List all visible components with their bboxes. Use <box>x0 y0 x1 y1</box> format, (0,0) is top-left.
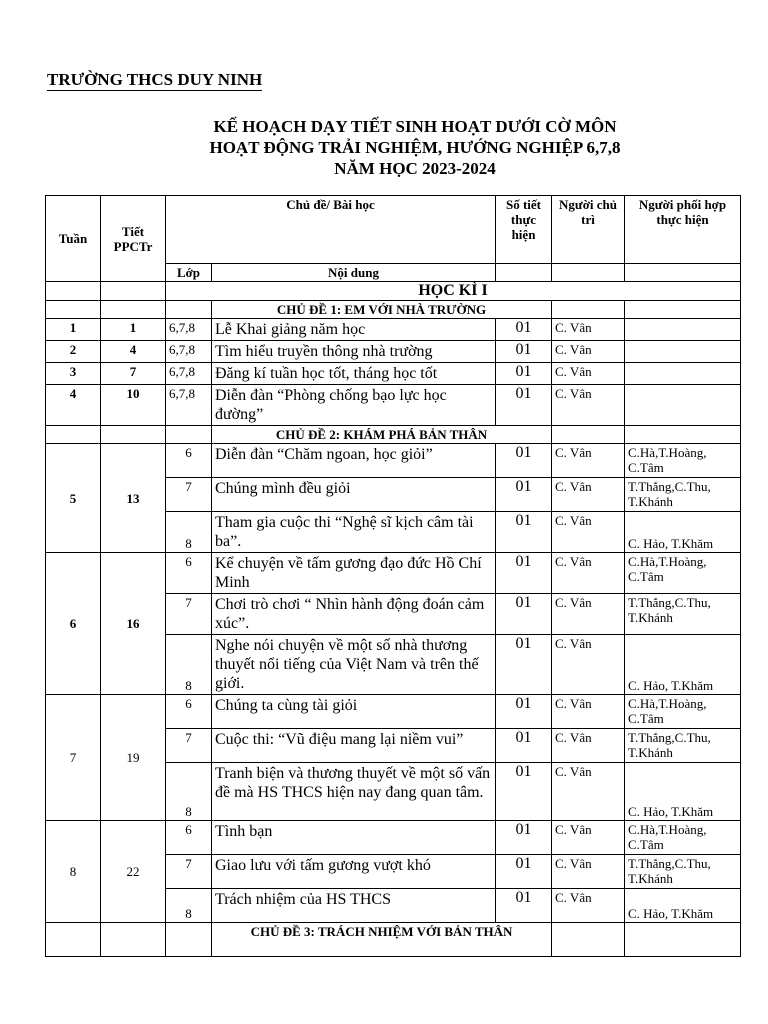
cell-noidung: Nghe nói chuyện về một số nhà thương thuyết nổi tiếng của Việt Nam và trên thế giới. <box>212 635 496 695</box>
cell-noidung: Chơi trò chơi “ Nhìn hành động đoán cảm xúc”. <box>212 594 496 635</box>
cell-tiet: 1 <box>101 319 166 341</box>
cell-lop: 6,7,8 <box>166 341 212 363</box>
topic-2-heading: CHỦ ĐỀ 2: KHÁM PHÁ BẢN THÂN <box>212 426 552 444</box>
topic-row <box>46 923 741 957</box>
cell-noidung: Kể chuyện về tấm gương đạo đức Hồ Chí Minh <box>212 553 496 594</box>
cell-chu-tri: C. Vân <box>552 821 625 855</box>
cell-tuan: 7 <box>46 695 101 821</box>
cell-so-tiet: 01 <box>496 478 552 512</box>
cell-chu-tri: C. Vân <box>552 319 625 341</box>
cell-chu-tri: C. Vân <box>552 478 625 512</box>
header-chu-tri: Người chủ trì <box>552 196 625 264</box>
table-row <box>46 363 741 385</box>
cell-so-tiet: 01 <box>496 444 552 478</box>
title-line-2: HOẠT ĐỘNG TRẢI NGHIỆM, HƯỚNG NGHIỆP 6,7,8 <box>209 138 621 157</box>
cell-tiet: 13 <box>101 444 166 553</box>
cell-tiet: 19 <box>101 695 166 821</box>
cell-lop: 8 <box>166 512 212 553</box>
cell-noidung: Đăng kí tuần học tốt, tháng học tốt <box>212 363 496 385</box>
cell-chu-tri: C. Vân <box>552 594 625 635</box>
cell-so-tiet: 01 <box>496 594 552 635</box>
cell-phoi-hop: C.Hà,T.Hoàng, C.Tâm <box>625 553 741 594</box>
cell-chu-tri: C. Vân <box>552 385 625 426</box>
cell-so-tiet: 01 <box>496 341 552 363</box>
cell-so-tiet: 01 <box>496 763 552 821</box>
cell-noidung: Diễn đàn “Phòng chống bạo lực học đường” <box>212 385 496 426</box>
cell-tuan: 1 <box>46 319 101 341</box>
cell-chu-tri: C. Vân <box>552 763 625 821</box>
cell-phoi-hop <box>625 319 741 341</box>
header-lop: Lớp <box>166 264 212 282</box>
cell-so-tiet: 01 <box>496 729 552 763</box>
cell-lop: 8 <box>166 635 212 695</box>
cell-phoi-hop: T.Thắng,C.Thu, T.Khánh <box>625 478 741 512</box>
cell-tuan: 2 <box>46 341 101 363</box>
cell-chu-tri: C. Vân <box>552 635 625 695</box>
cell-lop: 7 <box>166 729 212 763</box>
cell-tiet: 22 <box>101 821 166 923</box>
cell-so-tiet: 01 <box>496 363 552 385</box>
cell-tiet: 4 <box>101 341 166 363</box>
cell-tuan: 5 <box>46 444 101 553</box>
cell-lop: 7 <box>166 594 212 635</box>
cell-tuan: 8 <box>46 821 101 923</box>
cell-lop: 8 <box>166 889 212 923</box>
cell-lop: 7 <box>166 478 212 512</box>
cell-chu-tri: C. Vân <box>552 363 625 385</box>
cell-noidung: Tham gia cuộc thi “Nghệ sĩ kịch câm tài ba”. <box>212 512 496 553</box>
cell-phoi-hop: C. Hảo, T.Khăm <box>625 763 741 821</box>
cell-phoi-hop: T.Thắng,C.Thu, T.Khánh <box>625 729 741 763</box>
cell-so-tiet: 01 <box>496 385 552 426</box>
cell-noidung: Tranh biện và thương thuyết về một số vấn đề mà HS THCS hiện nay đang quan tâm. <box>212 763 496 821</box>
cell-lop: 6 <box>166 553 212 594</box>
header-chude: Chủ đề/ Bài học <box>166 196 496 264</box>
cell-so-tiet: 01 <box>496 319 552 341</box>
table-row <box>46 341 741 363</box>
cell-so-tiet: 01 <box>496 553 552 594</box>
school-name: TRƯỜNG THCS DUY NINH <box>47 70 263 89</box>
table-row <box>46 695 741 729</box>
table-row <box>46 444 741 478</box>
cell-lop: 6 <box>166 695 212 729</box>
cell-chu-tri: C. Vân <box>552 695 625 729</box>
document-title <box>0 116 768 179</box>
cell-phoi-hop: C.Hà,T.Hoàng, C.Tâm <box>625 444 741 478</box>
header-phoi-hop: Người phối hợp thực hiện <box>625 196 741 264</box>
cell-so-tiet: 01 <box>496 889 552 923</box>
header-tuan: Tuần <box>46 196 101 282</box>
cell-lop: 8 <box>166 763 212 821</box>
cell-tuan: 4 <box>46 385 101 426</box>
cell-so-tiet: 01 <box>496 855 552 889</box>
cell-lop: 6 <box>166 821 212 855</box>
cell-lop: 6,7,8 <box>166 319 212 341</box>
cell-chu-tri: C. Vân <box>552 512 625 553</box>
cell-phoi-hop <box>625 385 741 426</box>
header-noidung: Nội dung <box>212 264 496 282</box>
topic-3-heading: CHỦ ĐỀ 3: TRÁCH NHIỆM VỚI BẢN THÂN <box>212 923 552 957</box>
title-line-3: NĂM HỌC 2023-2024 <box>334 159 496 178</box>
cell-chu-tri: C. Vân <box>552 889 625 923</box>
cell-chu-tri: C. Vân <box>552 444 625 478</box>
cell-chu-tri: C. Vân <box>552 855 625 889</box>
cell-so-tiet: 01 <box>496 635 552 695</box>
cell-phoi-hop: C. Hảo, T.Khăm <box>625 889 741 923</box>
cell-phoi-hop <box>625 363 741 385</box>
cell-lop: 6,7,8 <box>166 385 212 426</box>
cell-noidung: Giao lưu với tấm gương vượt khó <box>212 855 496 889</box>
cell-tiet: 7 <box>101 363 166 385</box>
table-row <box>46 821 741 855</box>
cell-phoi-hop: T.Thắng,C.Thu, T.Khánh <box>625 594 741 635</box>
topic-row <box>46 426 741 444</box>
cell-noidung: Lễ Khai giảng năm học <box>212 319 496 341</box>
cell-noidung: Chúng mình đều giỏi <box>212 478 496 512</box>
cell-so-tiet: 01 <box>496 821 552 855</box>
cell-chu-tri: C. Vân <box>552 729 625 763</box>
semester-label: HỌC KÌ I <box>166 282 741 301</box>
cell-chu-tri: C. Vân <box>552 341 625 363</box>
cell-phoi-hop: C.Hà,T.Hoàng, C.Tâm <box>625 695 741 729</box>
cell-lop: 6,7,8 <box>166 363 212 385</box>
header-tiet: Tiết PPCTr <box>101 196 166 282</box>
cell-tuan: 3 <box>46 363 101 385</box>
title-line-1: KẾ HOẠCH DẠY TIẾT SINH HOẠT DƯỚI CỜ MÔN <box>213 117 617 136</box>
cell-tiet: 16 <box>101 553 166 695</box>
cell-phoi-hop <box>625 341 741 363</box>
topic-1-heading: CHỦ ĐỀ 1: EM VỚI NHÀ TRƯỜNG <box>212 301 552 319</box>
cell-chu-tri: C. Vân <box>552 553 625 594</box>
cell-so-tiet: 01 <box>496 512 552 553</box>
table-row <box>46 319 741 341</box>
cell-phoi-hop: T.Thắng,C.Thu, T.Khánh <box>625 855 741 889</box>
cell-tiet: 10 <box>101 385 166 426</box>
cell-noidung: Trách nhiệm của HS THCS <box>212 889 496 923</box>
cell-so-tiet: 01 <box>496 695 552 729</box>
table-row <box>46 385 741 426</box>
cell-noidung: Tìm hiểu truyền thông nhà trường <box>212 341 496 363</box>
cell-noidung: Tình bạn <box>212 821 496 855</box>
cell-lop: 6 <box>166 444 212 478</box>
header-so-tiet: Số tiết thực hiện <box>496 196 552 264</box>
cell-noidung: Diễn đàn “Chăm ngoan, học giỏi” <box>212 444 496 478</box>
plan-table <box>45 195 741 957</box>
table-row <box>46 553 741 594</box>
cell-phoi-hop: C. Hảo, T.Khăm <box>625 635 741 695</box>
cell-phoi-hop: C.Hà,T.Hoàng, C.Tâm <box>625 821 741 855</box>
cell-lop: 7 <box>166 855 212 889</box>
cell-noidung: Cuộc thi: “Vũ điệu mang lại niềm vui” <box>212 729 496 763</box>
cell-tuan: 6 <box>46 553 101 695</box>
cell-noidung: Chúng ta cùng tài giỏi <box>212 695 496 729</box>
cell-phoi-hop: C. Hảo, T.Khăm <box>625 512 741 553</box>
